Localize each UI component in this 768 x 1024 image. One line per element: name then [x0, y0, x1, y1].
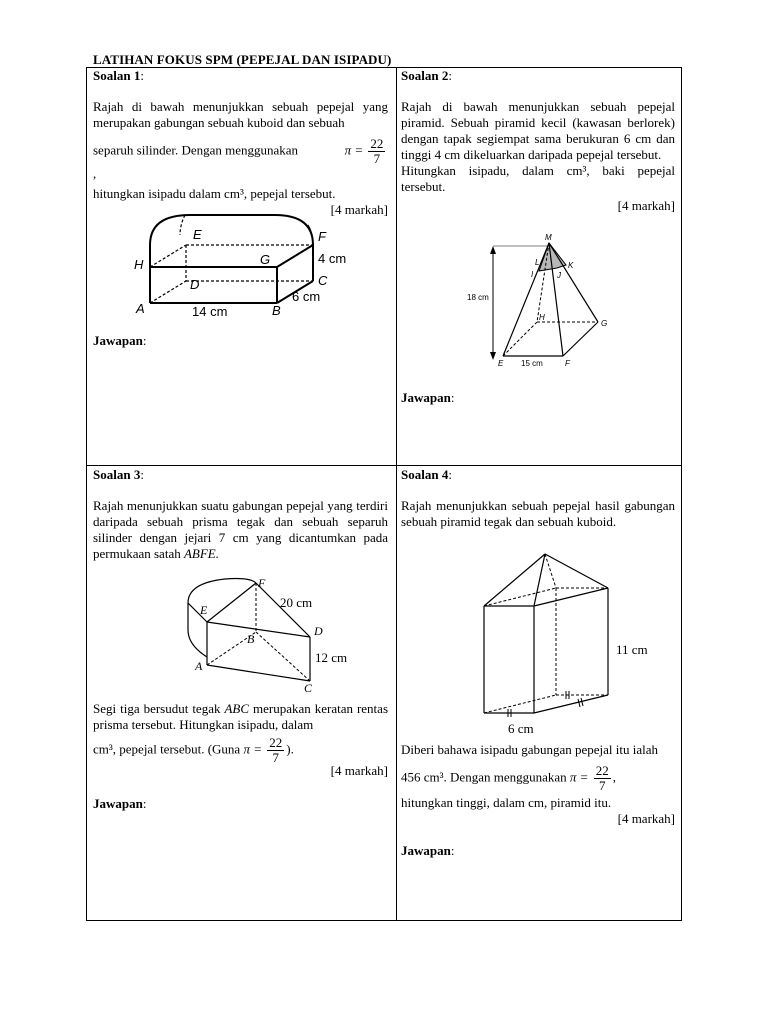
question-4-text: Rajah menunjukkan sebuah pepejal hasil gabungan sebuah piramid tegak dan sebuah kuboid. — [401, 498, 675, 529]
fraction-denominator: 7 — [373, 151, 381, 166]
label-E: E — [193, 227, 202, 242]
question-3-text: Rajah menunjukkan suatu gabungan pepejal yang terdiri daripada sebuah prisma tegak dan sebuah separuh silinder dengan jejari 7 cm yang dicantumkan pada permukaan satah — [93, 498, 388, 561]
label-F: F — [258, 576, 266, 590]
fraction-numerator: 22 — [370, 136, 384, 151]
question-1-cell: Soalan 1: Rajah di bawah menunjukkan sebuah pepejal yang merupakan gabungan sebuah kuboid dan sebuah separuh silinder. Dengan menggunakan π = $\frac{22}{7}$ , hitungkan isipadu dalam cm³, pepejal tersebut. [4 markah] — [93, 68, 388, 217]
length-20cm: 20 cm — [280, 595, 313, 610]
pi-equation: π = — [344, 142, 364, 158]
fraction-numerator: 22 — [269, 735, 283, 750]
label-G: G — [601, 319, 608, 328]
label-G: G — [260, 252, 271, 267]
triangle-abc: ABC — [224, 701, 250, 716]
pi-equation: π = — [569, 769, 589, 785]
question-4-figure — [470, 548, 660, 738]
label-B: B — [272, 303, 281, 318]
question-1-text-2: separuh silinder. Dengan menggunakan — [93, 142, 299, 158]
question-1-answer-label: Jawapan — [93, 333, 143, 348]
question-2-text-2: Hitungkan isipadu, dalam cm³, baki pepejal tersebut. — [401, 163, 675, 194]
fraction-denominator: 7 — [598, 778, 606, 793]
question-3-text-3b: ). — [286, 741, 294, 757]
label-F: F — [318, 229, 326, 244]
question-3-label: Soalan 3 — [93, 467, 141, 482]
label-H: H — [539, 313, 545, 322]
question-4-text-2: Diberi bahawa isipadu gabungan pepejal itu ialah — [401, 742, 659, 757]
label-K: K — [568, 261, 574, 270]
fraction-denominator: 7 — [272, 750, 279, 765]
question-2-figure — [465, 228, 625, 373]
label-H: H — [134, 257, 144, 272]
question-4-text-3a: 456 cm³. Dengan menggunakan — [401, 769, 567, 785]
question-4-cell: Soalan 4: Rajah menunjukkan sebuah pepejal hasil gabungan sebuah piramid tegak dan sebuah kuboid. — [401, 467, 675, 529]
question-4-label: Soalan 4 — [401, 467, 449, 482]
label-D: D — [190, 277, 200, 292]
height-18cm: 18 cm — [467, 293, 489, 302]
question-1-figure — [130, 205, 360, 325]
label-E: E — [200, 603, 208, 617]
label-I: I — [531, 270, 534, 279]
label-A: A — [195, 659, 203, 673]
question-4-text-4: hitungkan tinggi, dalam cm, piramid itu. — [401, 795, 612, 810]
label-E: E — [498, 359, 504, 368]
question-1-text-3: hitungkan isipadu dalam cm³, pepejal tersebut. — [93, 186, 336, 201]
base-15cm: 15 cm — [521, 359, 543, 368]
label-J: J — [557, 271, 561, 280]
height-12cm: 12 cm — [315, 650, 348, 665]
question-2-label: Soalan 2 — [401, 68, 449, 83]
label-C: C — [318, 273, 328, 288]
question-1-label: Soalan 1 — [93, 68, 141, 83]
question-3-text-2a: Segi tiga bersudut tegak — [93, 701, 221, 716]
question-2-cell: Soalan 2: Rajah di bawah menunjukkan sebuah pepejal piramid. Sebuah piramid kecil (kawasan berlorek) dengan tapak segiempat sama berukuran 6 cm dan tinggi 4 cm dikeluarkan daripada pepejal tersebut. Hitungkan isipadu, dalam cm³, baki pepejal tersebut. [4 markah] — [401, 68, 675, 213]
question-4-answer-label: Jawapan — [401, 843, 451, 858]
column-divider — [396, 68, 397, 920]
question-3-answer-label: Jawapan — [93, 796, 143, 811]
height-11cm: 11 cm — [616, 642, 648, 657]
question-1-text: Rajah di bawah menunjukkan sebuah pepejal yang merupakan gabungan sebuah kuboid dan sebuah — [93, 99, 388, 130]
question-4-marks: [4 markah] — [617, 811, 675, 826]
question-2-answer-label: Jawapan — [401, 390, 451, 405]
label-A: A — [136, 301, 145, 316]
question-1-marks: [4 markah] — [330, 202, 388, 217]
question-3-text-3a: cm³, pepejal tersebut. (Guna — [93, 741, 241, 757]
width-6cm: 6 cm — [292, 289, 321, 304]
label-L: L — [535, 258, 540, 267]
question-2-text: Rajah di bawah menunjukkan sebuah pepejal piramid. Sebuah piramid kecil (kawasan berlorek) dengan tapak segiempat sama berukuran 6 cm dan tinggi 4 cm dikeluarkan daripada pepejal tersebut. — [401, 99, 675, 162]
label-C: C — [304, 681, 313, 695]
height-4cm: 4 cm — [318, 251, 347, 266]
question-3-cell: Soalan 3: Rajah menunjukkan suatu gabungan pepejal yang terdiri daripada sebuah prisma tegak dan sebuah separuh silinder dengan jejari 7 cm yang dicantumkan pada permukaan satah ABFE. — [93, 467, 388, 561]
question-2-marks: [4 markah] — [617, 198, 675, 213]
label-F: F — [565, 359, 570, 368]
question-3-text-2b: merupakan keratan rentas prisma tersebut. Hitungkan isipadu, dalam — [93, 701, 389, 732]
question-3-figure — [180, 575, 360, 695]
label-D: D — [314, 624, 323, 638]
length-14cm: 14 cm — [192, 304, 228, 319]
row-divider — [87, 465, 681, 466]
question-3-marks: [4 markah] — [330, 763, 388, 778]
pi-equation: π = — [243, 741, 262, 757]
label-B: B — [247, 632, 255, 646]
base-6cm: 6 cm — [508, 721, 534, 736]
label-M: M — [545, 233, 552, 242]
plane-abfe: ABFE. — [183, 546, 219, 561]
page-title: LATIHAN FOKUS SPM (PEPEJAL DAN ISIPADU) — [93, 52, 392, 67]
fraction-numerator: 22 — [595, 763, 609, 778]
